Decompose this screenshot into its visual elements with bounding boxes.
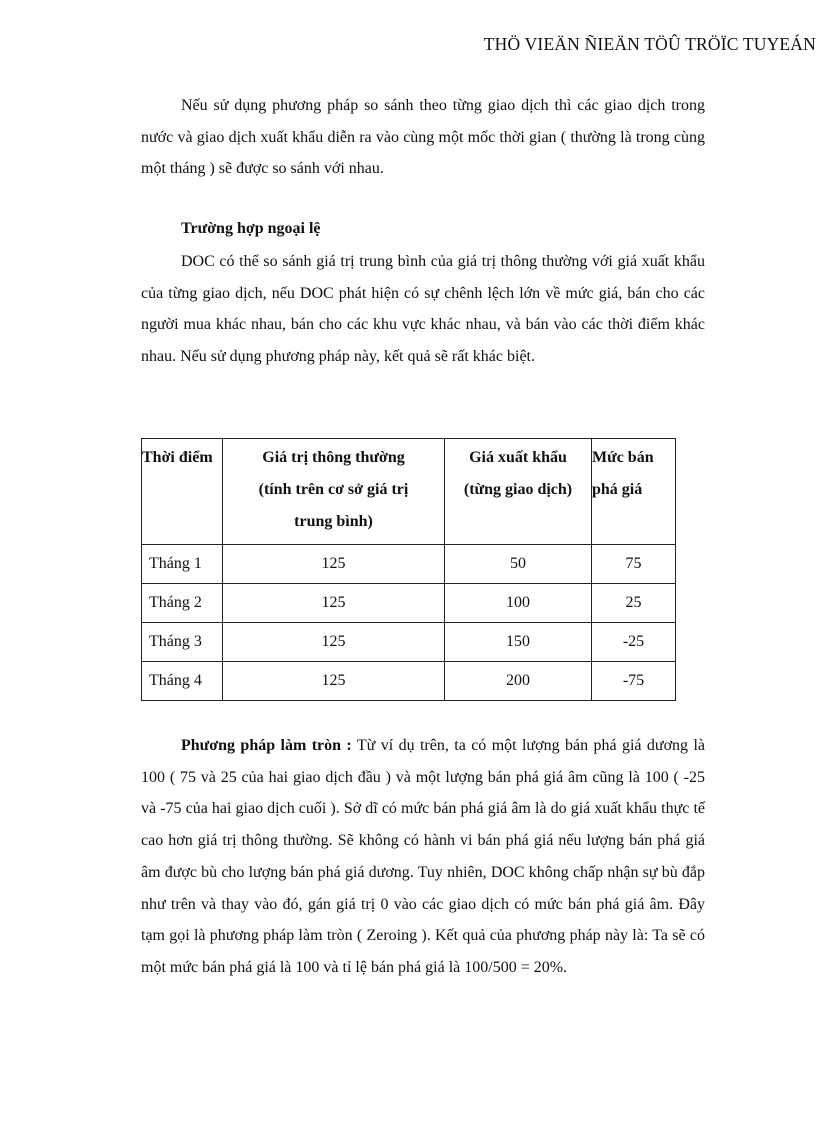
intro-text: Nếu sử dụng phương pháp so sánh theo từng giao dịch thì các giao dịch trong nước và giao dịch xuất khẩu diễn ra vào cùng một mốc thời gian ( thường là trong cùng một tháng ) sẽ được so sánh với nhau. [141,97,705,178]
rounding-label: Phương pháp làm tròn : [181,737,352,754]
exception-text: DOC có thể so sánh giá trị trung bình của giá trị thông thường với giá xuất khẩu của từng giao dịch, nếu DOC phát hiện có sự chênh lệch lớn về mức giá, bán cho các người mua khác nhau, bán cho các khu vực khác nhau, và bán vào các thời điểm khác nhau. Nếu sử dụng phương pháp này, kết quả sẽ rất khác biệt. [141,253,705,366]
table-row [142,623,676,662]
cell-dumping: 25 [592,584,676,623]
header-export-price: Giá xuất khẩu (từng giao dịch) [445,439,592,545]
cell-normal-value: 125 [223,584,445,623]
page-header-title: THÖ VIEÄN ÑIEÄN TÖÛ TRÖÏC TUYEÁN [483,34,816,54]
rounding-paragraph [141,730,705,984]
table-header-row [142,439,676,545]
exception-paragraph [141,246,705,373]
cell-export-price: 150 [445,623,592,662]
cell-dumping: 75 [592,545,676,584]
header-dumping: Mức bán phá giá [592,439,676,545]
table-row [142,662,676,701]
header-time: Thời điểm [142,439,223,545]
cell-time: Tháng 2 [142,584,223,623]
cell-dumping: -75 [592,662,676,701]
rounding-text: Từ ví dụ trên, ta có một lượng bán phá giá dương là 100 ( 75 và 25 của hai giao dịch đầu ) và một lượng bán phá giá âm cũng là 100 ( -25 và -75 của hai giao dịch cuối ). Sở dĩ có mức bán phá giá âm là do giá xuất khẩu thực tế cao hơn giá trị thông thường. Sẽ không có hành vi bán phá giá nếu lượng bán phá giá âm được bù cho lượng bán phá giá dương. Tuy nhiên, DOC không chấp nhận sự bù đắp như trên và thay vào đó, gán giá trị 0 vào các giao dịch có mức bán phá giá âm. Đây tạm gọi là phương pháp làm tròn ( Zeroing ). Kết quả của phương pháp này là: Ta sẽ có một mức bán phá giá là 100 và tỉ lệ bán phá giá là 100/500 = 20%. [141,737,705,976]
exception-heading: Trường hợp ngoại lệ [181,220,321,237]
cell-time: Tháng 4 [142,662,223,701]
cell-time: Tháng 3 [142,623,223,662]
cell-export-price: 50 [445,545,592,584]
dumping-table [141,438,676,701]
intro-paragraph [141,90,705,185]
cell-export-price: 100 [445,584,592,623]
cell-normal-value: 125 [223,623,445,662]
cell-time: Tháng 1 [142,545,223,584]
cell-export-price: 200 [445,662,592,701]
table-row [142,545,676,584]
table-row [142,584,676,623]
cell-dumping: -25 [592,623,676,662]
cell-normal-value: 125 [223,545,445,584]
header-normal-value: Giá trị thông thường (tính trên cơ sở giá trị trung bình) [223,439,445,545]
cell-normal-value: 125 [223,662,445,701]
